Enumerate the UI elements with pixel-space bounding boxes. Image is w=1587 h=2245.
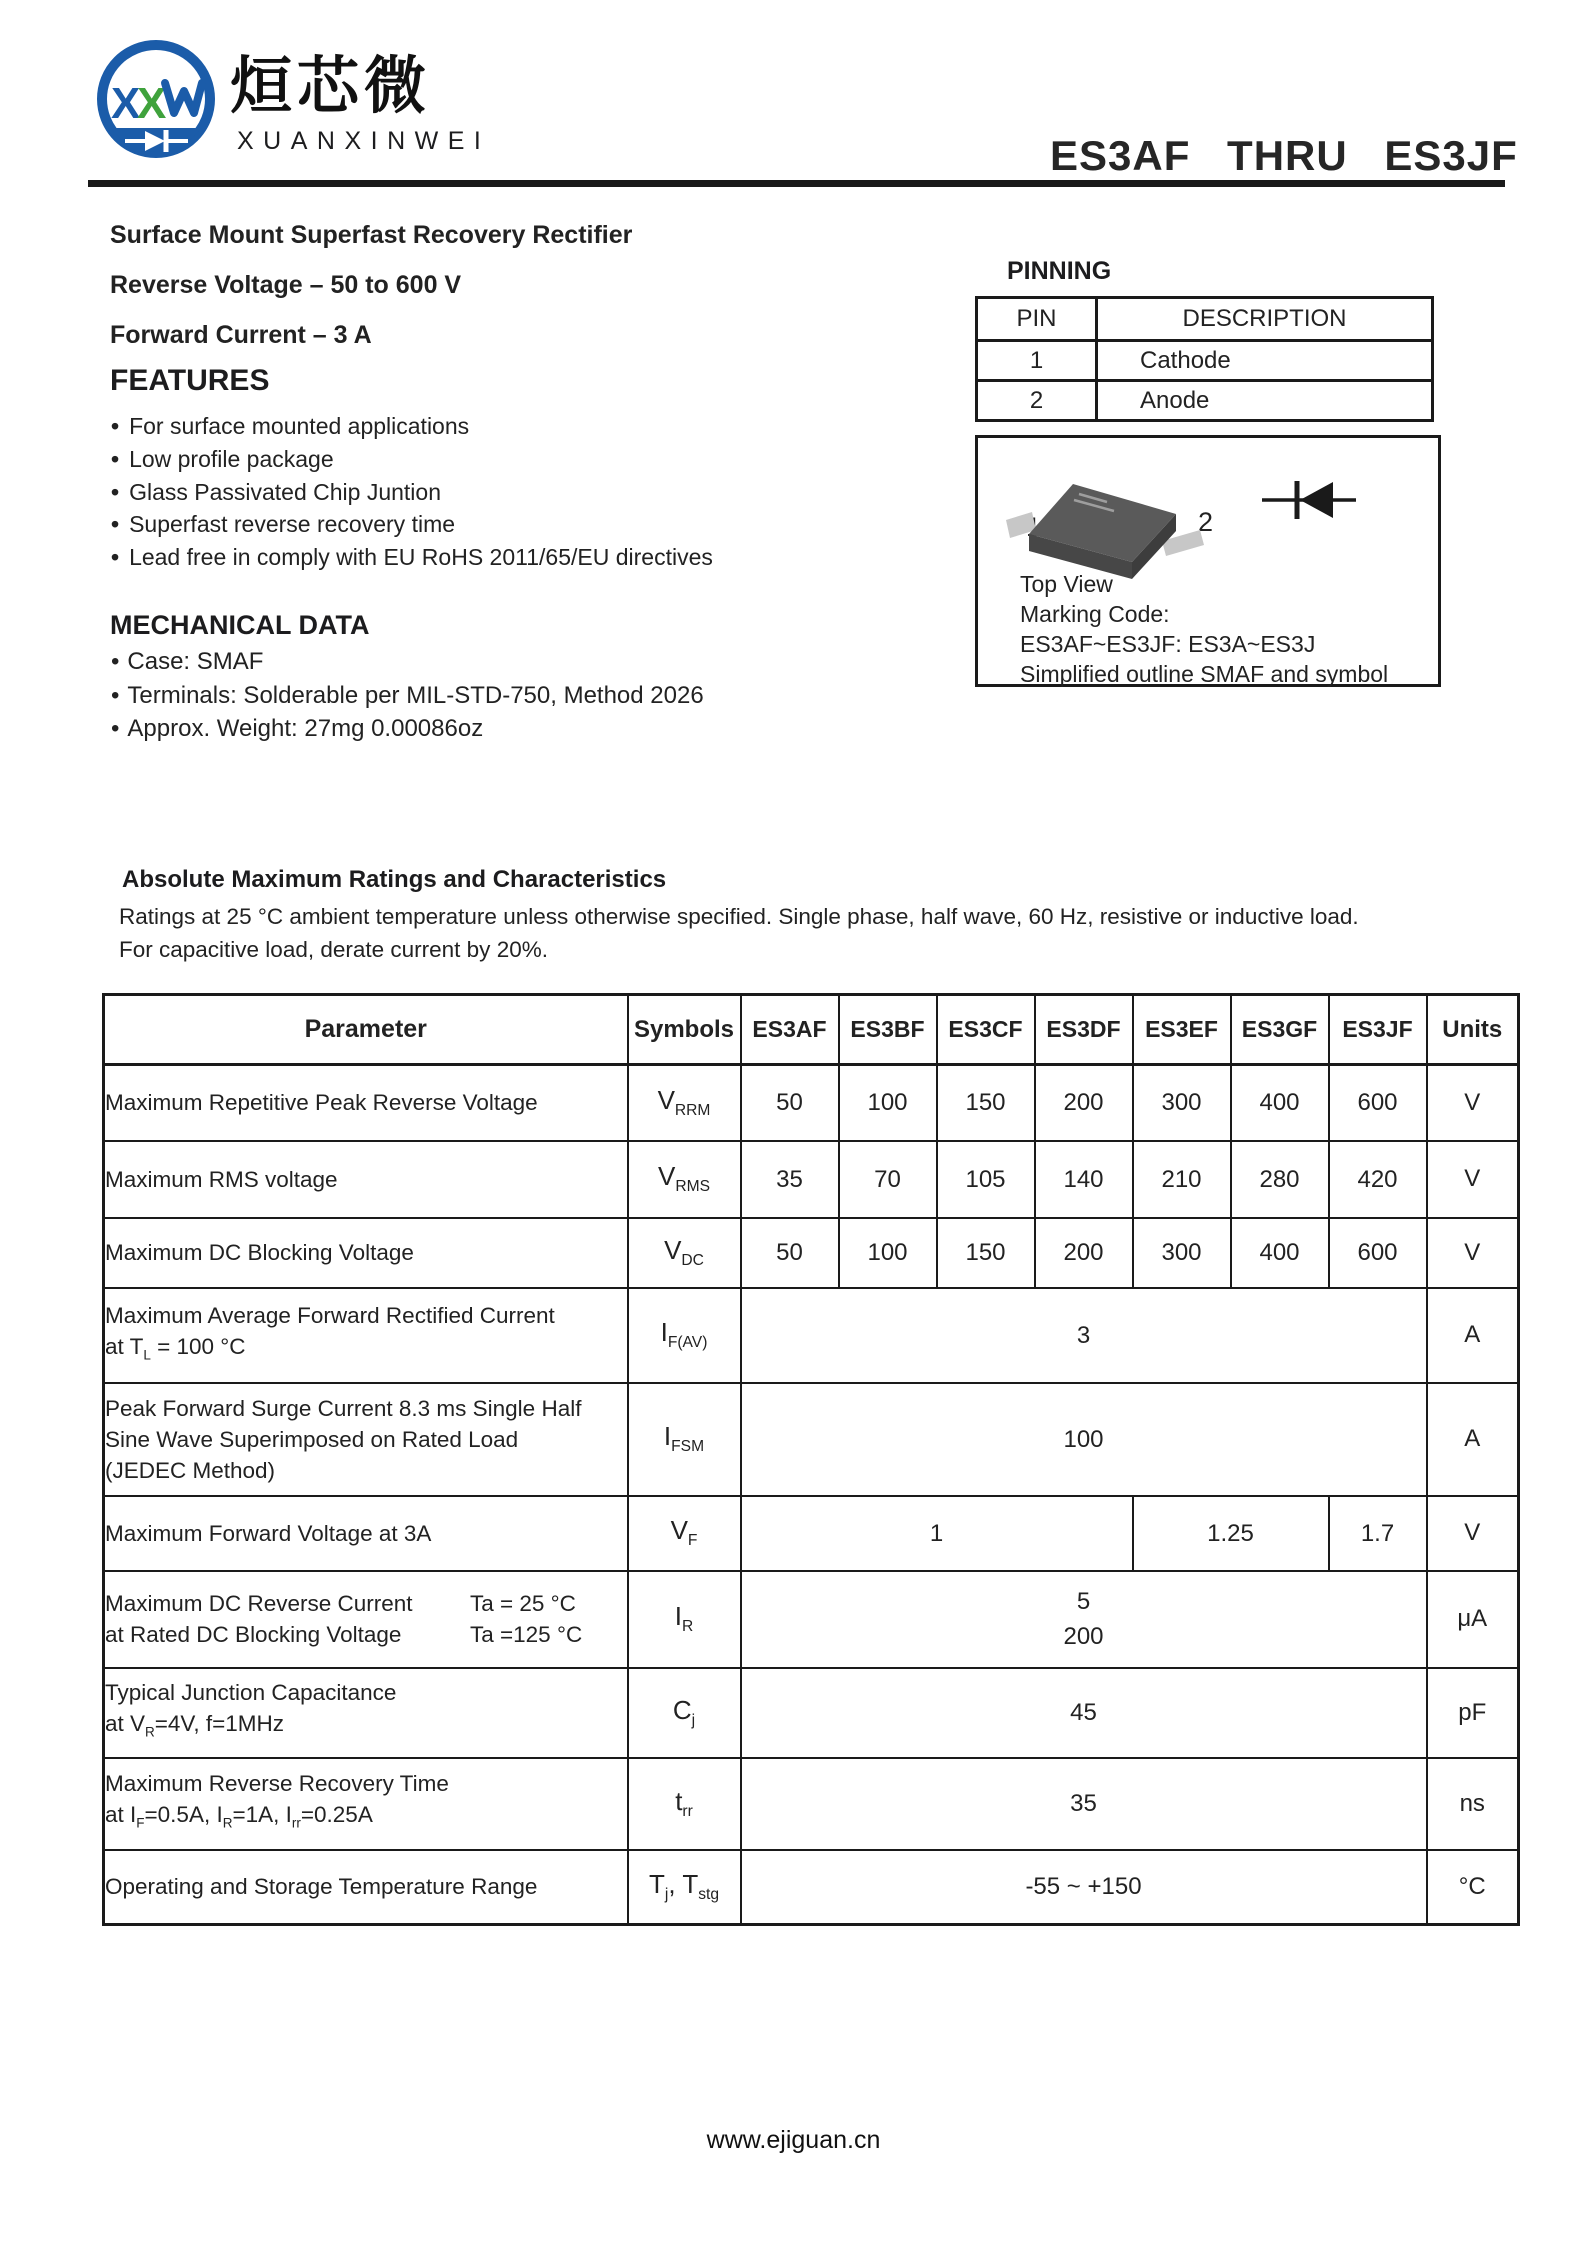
ratings-heading: Absolute Maximum Ratings and Characteristics bbox=[122, 866, 667, 893]
feature-text: Low profile package bbox=[129, 445, 334, 472]
diode-symbol-icon bbox=[1262, 481, 1356, 519]
symbol-cell: $V_{RRM}$ bbox=[628, 1065, 741, 1141]
value-cell: 100 bbox=[839, 1218, 937, 1288]
value-cell: 600 bbox=[1329, 1065, 1427, 1141]
value-cell: 400 bbox=[1231, 1065, 1329, 1141]
table-row-vdc bbox=[104, 1218, 1519, 1288]
pinning-heading: PINNING bbox=[1007, 257, 1112, 285]
value-cell: -55 ~ +150 bbox=[741, 1850, 1427, 1925]
symbol-cell: $V_{RMS}$ bbox=[628, 1141, 741, 1218]
ratings-intro-line-1: Ratings at 25 °C ambient temperature unless otherwise specified. Single phase, half wave, 60 Hz, resistive or inductive load. bbox=[119, 904, 1359, 929]
value-cell: 1 bbox=[741, 1496, 1133, 1571]
pin-number: 1 bbox=[977, 341, 1097, 381]
col-part: ES3DF bbox=[1035, 995, 1133, 1065]
parameter-cell: Maximum RMS voltage bbox=[104, 1141, 628, 1218]
ratings-intro-line-2: For capacitive load, derate current by 20%. bbox=[119, 936, 548, 962]
parameter-cell: Maximum Forward Voltage at 3A bbox=[104, 1496, 628, 1571]
bullet-icon: • bbox=[111, 715, 120, 742]
table-row bbox=[977, 341, 1433, 381]
value-cell: 35 bbox=[741, 1141, 839, 1218]
symbol-cell: $V_F$ bbox=[628, 1496, 741, 1571]
unit-cell: V bbox=[1427, 1065, 1519, 1141]
brand-english: XUANXINWEI bbox=[237, 127, 491, 155]
value-cell: 300 bbox=[1133, 1218, 1231, 1288]
value-cell: 600 bbox=[1329, 1218, 1427, 1288]
feature-item bbox=[111, 443, 713, 476]
package-outline-box bbox=[975, 435, 1441, 687]
symbol-cell: $V_{DC}$ bbox=[628, 1218, 741, 1288]
package-caption bbox=[1020, 569, 1388, 689]
value-cell: 140 bbox=[1035, 1141, 1133, 1218]
value-cell: 280 bbox=[1231, 1141, 1329, 1218]
logo-letter-x1: X bbox=[111, 79, 141, 128]
value-cell: 50 bbox=[741, 1065, 839, 1141]
bullet-icon: • bbox=[111, 648, 120, 675]
table-row-ifav bbox=[104, 1288, 1519, 1383]
value-cell: 200 bbox=[1035, 1218, 1133, 1288]
unit-cell: ns bbox=[1427, 1758, 1519, 1850]
parameter-cell: Maximum Repetitive Peak Reverse Voltage bbox=[104, 1065, 628, 1141]
bullet-icon: • bbox=[111, 681, 120, 709]
unit-cell: V bbox=[1427, 1141, 1519, 1218]
ratings-intro bbox=[119, 901, 1359, 966]
unit-cell: V bbox=[1427, 1496, 1519, 1571]
bullet-icon: • bbox=[111, 413, 120, 439]
value-cell: 5 200 bbox=[741, 1571, 1427, 1668]
col-part: ES3EF bbox=[1133, 995, 1231, 1065]
summary-line-3: Forward Current – 3 A bbox=[110, 321, 372, 349]
summary-block bbox=[110, 210, 632, 360]
caption-line: Marking Code: bbox=[1020, 601, 1170, 627]
parameter-cell: Operating and Storage Temperature Range bbox=[104, 1850, 628, 1925]
col-part: ES3AF bbox=[741, 995, 839, 1065]
pin-description: Cathode bbox=[1097, 341, 1433, 381]
symbol-cell: $C_j$ bbox=[628, 1668, 741, 1758]
unit-cell: °C bbox=[1427, 1850, 1519, 1925]
ratings-table bbox=[102, 993, 1520, 1926]
feature-text: Lead free in comply with EU RoHS 2011/65/EU directives bbox=[129, 544, 713, 571]
value-cell: 105 bbox=[937, 1141, 1035, 1218]
footer-url: www.ejiguan.cn bbox=[706, 2126, 881, 2154]
symbol-cell: $I_{F(AV)}$ bbox=[628, 1288, 741, 1383]
table-row-vrms bbox=[104, 1141, 1519, 1218]
bullet-icon: • bbox=[111, 478, 120, 505]
table-row-ir bbox=[104, 1571, 1519, 1668]
symbol-cell: $t_{rr}$ bbox=[628, 1758, 741, 1850]
summary-line-1: Surface Mount Superfast Recovery Rectifier bbox=[110, 221, 633, 249]
value-cell: 100 bbox=[839, 1065, 937, 1141]
mechanical-text: Approx. Weight: 27mg 0.00086oz bbox=[127, 715, 484, 742]
pin-description: Anode bbox=[1097, 381, 1433, 421]
feature-text: For surface mounted applications bbox=[129, 413, 470, 439]
value-cell: 1.25 bbox=[1133, 1496, 1329, 1571]
feature-text: Superfast reverse recovery time bbox=[129, 511, 456, 538]
value-cell: 150 bbox=[937, 1065, 1035, 1141]
pinning-table bbox=[975, 296, 1434, 422]
summary-line-2: Reverse Voltage – 50 to 600 V bbox=[110, 271, 462, 299]
mechanical-item bbox=[111, 679, 704, 713]
value-cell: 300 bbox=[1133, 1065, 1231, 1141]
value-cell: 70 bbox=[839, 1141, 937, 1218]
parameter-cell: Maximum Average Forward Rectified Current at $T_L = 100$ °C bbox=[104, 1288, 628, 1383]
col-part: ES3CF bbox=[937, 995, 1035, 1065]
ratings-table-wrap bbox=[102, 993, 1520, 1926]
unit-cell: V bbox=[1427, 1218, 1519, 1288]
mechanical-item bbox=[111, 712, 704, 746]
table-row-ifsm bbox=[104, 1383, 1519, 1496]
page-title: ES3AF THRU ES3JF bbox=[1050, 132, 1518, 179]
bullet-icon: • bbox=[111, 445, 120, 472]
header-divider bbox=[88, 180, 1505, 187]
feature-item bbox=[111, 410, 713, 443]
value-cell: 200 bbox=[1035, 1065, 1133, 1141]
value-cell: 50 bbox=[741, 1218, 839, 1288]
caption-line: Simplified outline SMAF and symbol bbox=[1020, 661, 1389, 687]
features-list bbox=[111, 410, 713, 574]
value-cell: 400 bbox=[1231, 1218, 1329, 1288]
mechanical-list bbox=[111, 645, 704, 746]
col-part: ES3GF bbox=[1231, 995, 1329, 1065]
table-row-trr bbox=[104, 1758, 1519, 1850]
value-cell: 150 bbox=[937, 1218, 1035, 1288]
pin2-label: 2 bbox=[1198, 507, 1214, 537]
table-row-vrrm bbox=[104, 1065, 1519, 1141]
mechanical-heading: MECHANICAL DATA bbox=[110, 610, 370, 640]
table-row bbox=[977, 381, 1433, 421]
unit-cell: A bbox=[1427, 1383, 1519, 1496]
value-cell: 45 bbox=[741, 1668, 1427, 1758]
table-row-cj bbox=[104, 1668, 1519, 1758]
bullet-icon: • bbox=[111, 511, 120, 538]
mechanical-text: Terminals: Solderable per MIL-STD-750, Method 2026 bbox=[127, 681, 704, 709]
pin-col-header: PIN bbox=[977, 298, 1097, 341]
value-cell: 1.7 bbox=[1329, 1496, 1427, 1571]
value-cell: 100 bbox=[741, 1383, 1427, 1496]
feature-item bbox=[111, 476, 713, 509]
parameter-cell: Maximum DC Blocking Voltage bbox=[104, 1218, 628, 1288]
feature-item bbox=[111, 508, 713, 541]
logo-letter-x2: X bbox=[137, 79, 167, 128]
mechanical-text: Case: SMAF bbox=[127, 648, 264, 675]
table-row-vf bbox=[104, 1496, 1519, 1571]
value-cell: 35 bbox=[741, 1758, 1427, 1850]
col-part: ES3BF bbox=[839, 995, 937, 1065]
table-row-tstg bbox=[104, 1850, 1519, 1925]
bullet-icon: • bbox=[111, 544, 120, 571]
feature-item bbox=[111, 541, 713, 574]
xxw-logo-icon bbox=[95, 38, 217, 160]
parameter-cell: Maximum DC Reverse Current Ta = 25 °C at Rated DC Blocking Voltage Ta =125 °C bbox=[104, 1571, 628, 1668]
col-units: Units bbox=[1427, 995, 1519, 1065]
parameter-cell: Peak Forward Surge Current 8.3 ms Single Half Sine Wave Superimposed on Rated Load (JEDEC Method) bbox=[104, 1383, 628, 1496]
symbol-cell: $I_R$ bbox=[628, 1571, 741, 1668]
col-part: ES3JF bbox=[1329, 995, 1427, 1065]
brand-chinese: 烜芯微 bbox=[230, 52, 432, 121]
symbol-cell: $I_{FSM}$ bbox=[628, 1383, 741, 1496]
unit-cell: pF bbox=[1427, 1668, 1519, 1758]
value-cell: 210 bbox=[1133, 1141, 1231, 1218]
unit-cell: A bbox=[1427, 1288, 1519, 1383]
mechanical-item bbox=[111, 645, 704, 679]
pin-number: 2 bbox=[977, 381, 1097, 421]
parameter-cell: Typical Junction Capacitance at $V_R=4V$, f=1MHz bbox=[104, 1668, 628, 1758]
feature-text: Glass Passivated Chip Juntion bbox=[129, 478, 441, 505]
features-heading: FEATURES bbox=[110, 364, 270, 397]
symbol-cell: $T_j$, $T_{stg}$ bbox=[628, 1850, 741, 1925]
value-cell: 3 bbox=[741, 1288, 1427, 1383]
col-symbols: Symbols bbox=[628, 995, 741, 1065]
unit-cell: μA bbox=[1427, 1571, 1519, 1668]
table-header-row bbox=[104, 995, 1519, 1065]
caption-line: ES3AF~ES3JF: ES3A~ES3J bbox=[1020, 631, 1316, 657]
pinning-header-row bbox=[977, 298, 1433, 341]
smaf-package-icon bbox=[1006, 484, 1204, 579]
parameter-cell: Maximum Reverse Recovery Time at $I_F=0.5A$, $I_R=1A$, $I_{rr}=0.25A$ bbox=[104, 1758, 628, 1850]
col-parameter: Parameter bbox=[104, 995, 628, 1065]
description-col-header: DESCRIPTION bbox=[1097, 298, 1433, 341]
caption-line: Top View bbox=[1020, 571, 1113, 597]
value-cell: 420 bbox=[1329, 1141, 1427, 1218]
